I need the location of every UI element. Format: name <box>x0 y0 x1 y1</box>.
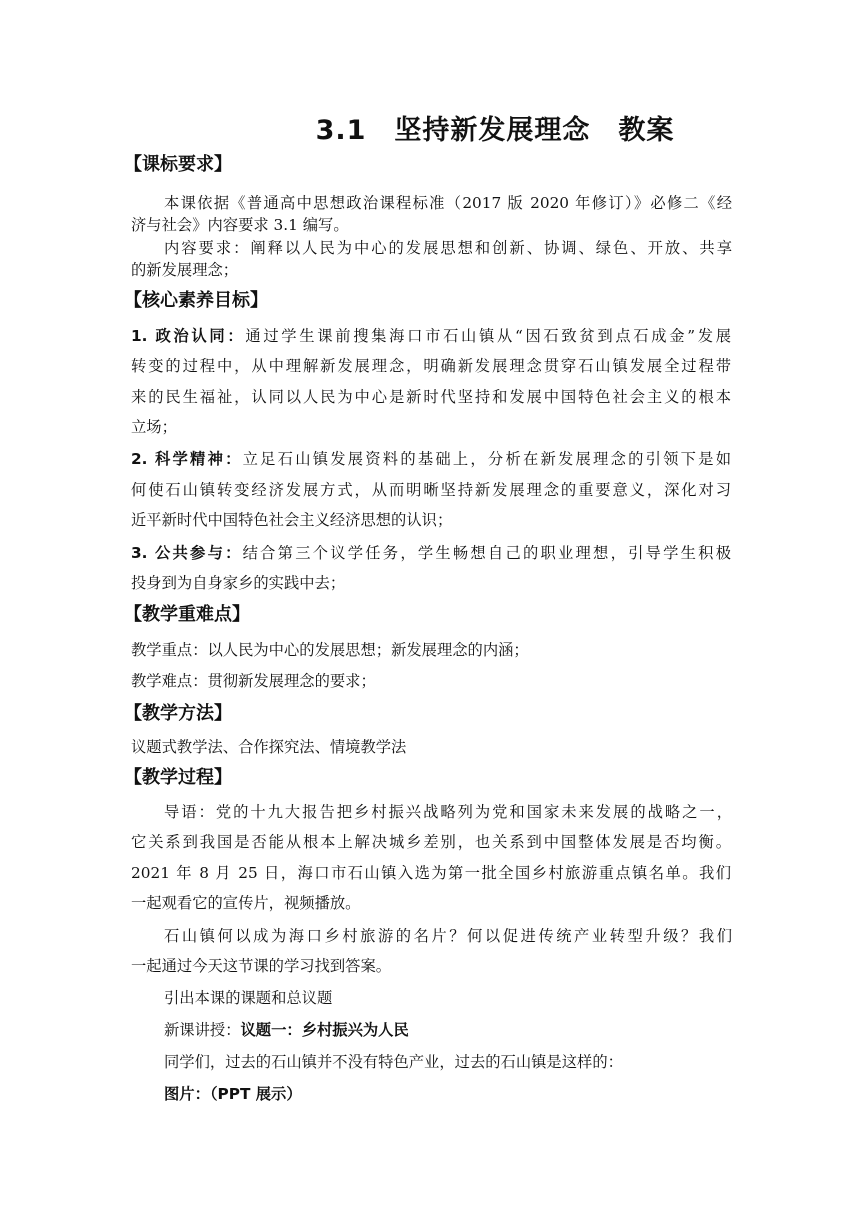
heading-goals: 【核心素养目标】 <box>124 290 268 311</box>
past-text: 同学们，过去的石山镇并不没有特色产业，过去的石山镇是这样的： <box>164 1053 623 1071</box>
goal-1-line: 转变的过程中，从中理解新发展理念，明确新发展理念贯穿石山镇发展全过程带 <box>131 357 731 375</box>
lead-text: 引出本课的课题和总议题 <box>164 989 333 1007</box>
question-line: 一起通过今天这节课的学习找到答案。 <box>131 957 392 975</box>
heading-process: 【教学过程】 <box>124 767 232 788</box>
key-point-text: 教学重点：以人民为中心的发展思想；新发展理念的内涵； <box>131 641 529 659</box>
picture-caption: 图片：（PPT 展示） <box>164 1085 302 1103</box>
question-line: 石山镇何以成为海口乡村旅游的名片？何以促进传统产业转型升级？我们 <box>164 927 732 945</box>
goal-2-label: 2. 科学精神： <box>131 450 243 468</box>
intro-line: 2021 年 8 月 25 日，海口市石山镇入选为第一批全国乡村旅游重点镇名单。我们 <box>131 864 731 882</box>
methods-text: 议题式教学法、合作探究法、情境教学法 <box>131 738 407 756</box>
heading-methods: 【教学方法】 <box>124 703 232 724</box>
page-title: 3.1 坚持新发展理念 教案 <box>315 115 675 146</box>
goal-3-line: 3. 公共参与：结合第三个议学任务，学生畅想自己的职业理想，引导学生积极 <box>131 544 731 562</box>
goal-1-line: 来的民生福祉，认同以人民为中心是新时代坚持和发展中国特色社会主义的根本 <box>131 388 731 406</box>
difficulty-text: 教学难点：贯彻新发展理念的要求； <box>131 672 376 690</box>
intro-line: 它关系到我国是否能从根本上解决城乡差别，也关系到中国整体发展是否均衡。 <box>131 833 731 851</box>
goal-1-line: 立场； <box>131 418 177 436</box>
standards-paragraph-line: 本课依据《普通高中思想政治课程标准（2017 版 2020 年修订）》必修二《经 <box>164 194 732 212</box>
goal-2-line: 近平新时代中国特色社会主义经济思想的认识； <box>131 511 453 529</box>
heading-keypoints: 【教学重难点】 <box>124 604 250 625</box>
goal-2-line: 2. 科学精神：立足石山镇发展资料的基础上，分析在新发展理念的引领下是如 <box>131 450 731 468</box>
intro-line: 一起观看它的宣传片，视频播放。 <box>131 894 361 912</box>
goal-3-label: 3. 公共参与： <box>131 544 243 562</box>
new-lesson-line: 新课讲授：议题一：乡村振兴为人民 <box>164 1021 409 1039</box>
standards-paragraph-line: 济与社会》内容要求 3.1 编写。 <box>131 216 349 234</box>
intro-line: 导语：党的十九大报告把乡村振兴战略列为党和国家未来发展的战略之一， <box>164 803 732 821</box>
heading-standards: 【课标要求】 <box>124 154 232 175</box>
goal-2-line: 何使石山镇转变经济发展方式，从而明晰坚持新发展理念的重要意义，深化对习 <box>131 481 731 499</box>
standards-content-line: 的新发展理念； <box>131 261 239 279</box>
goal-1-label: 1. 政治认同： <box>131 327 246 345</box>
goal-3-line: 投身到为自身家乡的实践中去； <box>131 574 346 592</box>
topic-one: 议题一：乡村振兴为人民 <box>240 1021 409 1039</box>
goal-1-line: 1. 政治认同：通过学生课前搜集海口市石山镇从“因石致贫到点石成金”发展 <box>131 327 731 345</box>
standards-content-line: 内容要求：阐释以人民为中心的发展思想和创新、协调、绿色、开放、共享 <box>164 239 732 257</box>
